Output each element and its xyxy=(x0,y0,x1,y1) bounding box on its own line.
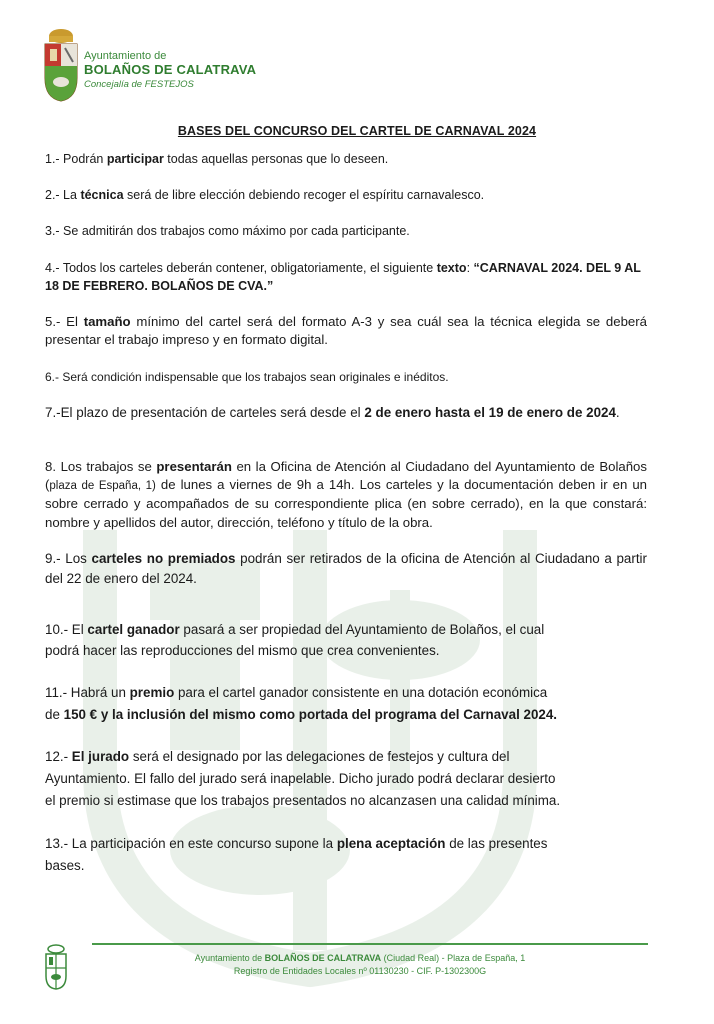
rule-emphasis: participar xyxy=(106,152,164,166)
footer-registry: Registro de Entidades Locales nº 01130230 - CIF. P-1302300G xyxy=(233,965,487,976)
rule-12 xyxy=(45,746,647,812)
rule-text: será el designado por las delegaciones de festejos y cultura del xyxy=(129,749,510,764)
rule-emphasis: “CARNAVAL 2024. DEL 9 AL 18 DE FEBRERO. BOLAÑOS DE CVA.” xyxy=(45,261,641,293)
org-prefix: Ayuntamiento de xyxy=(84,50,167,62)
rule-text: Ayuntamiento. El fallo del jurado será inapelable. Dicho jurado podrá declarar desierto xyxy=(45,771,556,786)
org-department: Concejalía de FESTEJOS xyxy=(84,78,194,90)
footer-org-name: BOLAÑOS DE CALATRAVA xyxy=(264,953,382,963)
letterhead xyxy=(42,28,256,102)
rule-emphasis: 150 € y la inclusión del mismo como portada del programa del Carnaval 2024. xyxy=(63,707,558,722)
rule-10 xyxy=(45,619,647,661)
rule-text: será de libre elección debiendo recoger el espíritu carnavalesco. xyxy=(123,188,485,202)
rule-text: 9.- Los xyxy=(45,551,92,566)
rule-emphasis: técnica xyxy=(80,188,124,202)
rule-emphasis: plena aceptación xyxy=(336,836,446,851)
rule-text: de xyxy=(45,707,64,722)
rule-1 xyxy=(45,151,647,169)
rule-text: 12.- xyxy=(45,749,72,764)
rule-emphasis: texto xyxy=(436,261,467,275)
rule-text: 5.- El xyxy=(45,314,84,329)
rule-text: . xyxy=(615,405,620,420)
rule-text: 4.- Todos los carteles deberán contener, obligatoriamente, el siguiente xyxy=(45,261,437,275)
rule-text: 7.-El plazo de presentación de carteles será desde el xyxy=(45,405,365,420)
rule-emphasis: cartel ganador xyxy=(87,622,180,637)
rule-text: 11.- Habrá un xyxy=(45,685,130,700)
rule-text: : xyxy=(466,261,474,275)
document-title: BASES DEL CONCURSO DEL CARTEL DE CARNAVAL 2024 xyxy=(177,124,537,138)
coat-of-arms-icon xyxy=(42,28,80,102)
rule-text: 10.- El xyxy=(45,622,88,637)
footer-text: (Ciudad Real) - Plaza de España, 1 xyxy=(381,953,526,963)
rule-emphasis: 2 de enero hasta el 19 de enero de 2024 xyxy=(364,405,616,420)
rule-6 xyxy=(45,369,647,386)
rule-emphasis: El jurado xyxy=(71,749,130,764)
footer-address xyxy=(60,952,660,977)
rule-text: 2.- La xyxy=(45,188,81,202)
rule-text: todas aquellas personas que lo deseen. xyxy=(163,152,389,166)
rule-emphasis: presentarán xyxy=(156,459,232,474)
rule-text: 1.- Podrán xyxy=(45,152,107,166)
rule-text: de las presentes xyxy=(445,836,548,851)
rule-text: para el cartel ganador consistente en una dotación económica xyxy=(174,685,548,700)
rule-text: pasará a ser propiedad del Ayuntamiento de Bolaños, el cual xyxy=(179,622,545,637)
rule-9 xyxy=(45,549,647,589)
rule-7 xyxy=(45,403,647,422)
rule-text: 3.- Se admitirán dos trabajos como máximo por cada participante. xyxy=(45,224,410,238)
footer-text: Ayuntamiento de xyxy=(194,953,265,963)
rule-4 xyxy=(45,259,647,295)
rule-2 xyxy=(45,187,647,205)
rule-13 xyxy=(45,833,647,877)
rule-text: podrán ser retirados de la oficina de Atención al Ciudadano a partir del 22 de enero del 2024. xyxy=(45,551,647,586)
rule-text: mínimo del cartel será del formato A-3 y sea cuál sea la técnica elegida se deberá presentar el trabajo impreso y en formato digital. xyxy=(45,314,647,347)
rule-emphasis: premio xyxy=(129,685,175,700)
rule-address: plaza de España, 1) xyxy=(49,480,156,493)
watermark-crest xyxy=(60,470,560,990)
rule-text: de lunes a viernes de 9h a 14h. Los carteles y la documentación deben ir en un sobre cerrado y acompañados de su correspondiente plica (en sobre cerrado), en la que constará: nombre y apellidos del autor, dirección, teléfono y título de la obra. xyxy=(45,477,648,530)
rule-text: el premio si estimase que los trabajos presentados no alcanzasen una calidad mínima. xyxy=(45,793,561,808)
footer-divider xyxy=(92,943,648,945)
rule-8 xyxy=(45,458,647,532)
rule-3 xyxy=(45,223,647,241)
rule-text: 13.- La participación en este concurso supone la xyxy=(45,836,337,851)
rule-text: bases. xyxy=(45,858,85,873)
rule-text: 6.- Será condición indispensable que los trabajos sean originales e inéditos. xyxy=(45,370,449,384)
rule-emphasis: carteles no premiados xyxy=(91,551,236,566)
org-name: BOLAÑOS DE CALATRAVA xyxy=(84,61,257,77)
rule-text: en la Oficina de Atención al Ciudadano del Ayuntamiento de Bolaños ( xyxy=(45,459,647,493)
rule-emphasis: tamaño xyxy=(83,314,131,329)
rule-text: 8. Los trabajos se xyxy=(45,459,157,474)
rule-5 xyxy=(45,313,647,349)
rule-text: podrá hacer las reproducciones del mismo que crea convenientes. xyxy=(45,643,440,658)
rule-11 xyxy=(45,682,647,726)
